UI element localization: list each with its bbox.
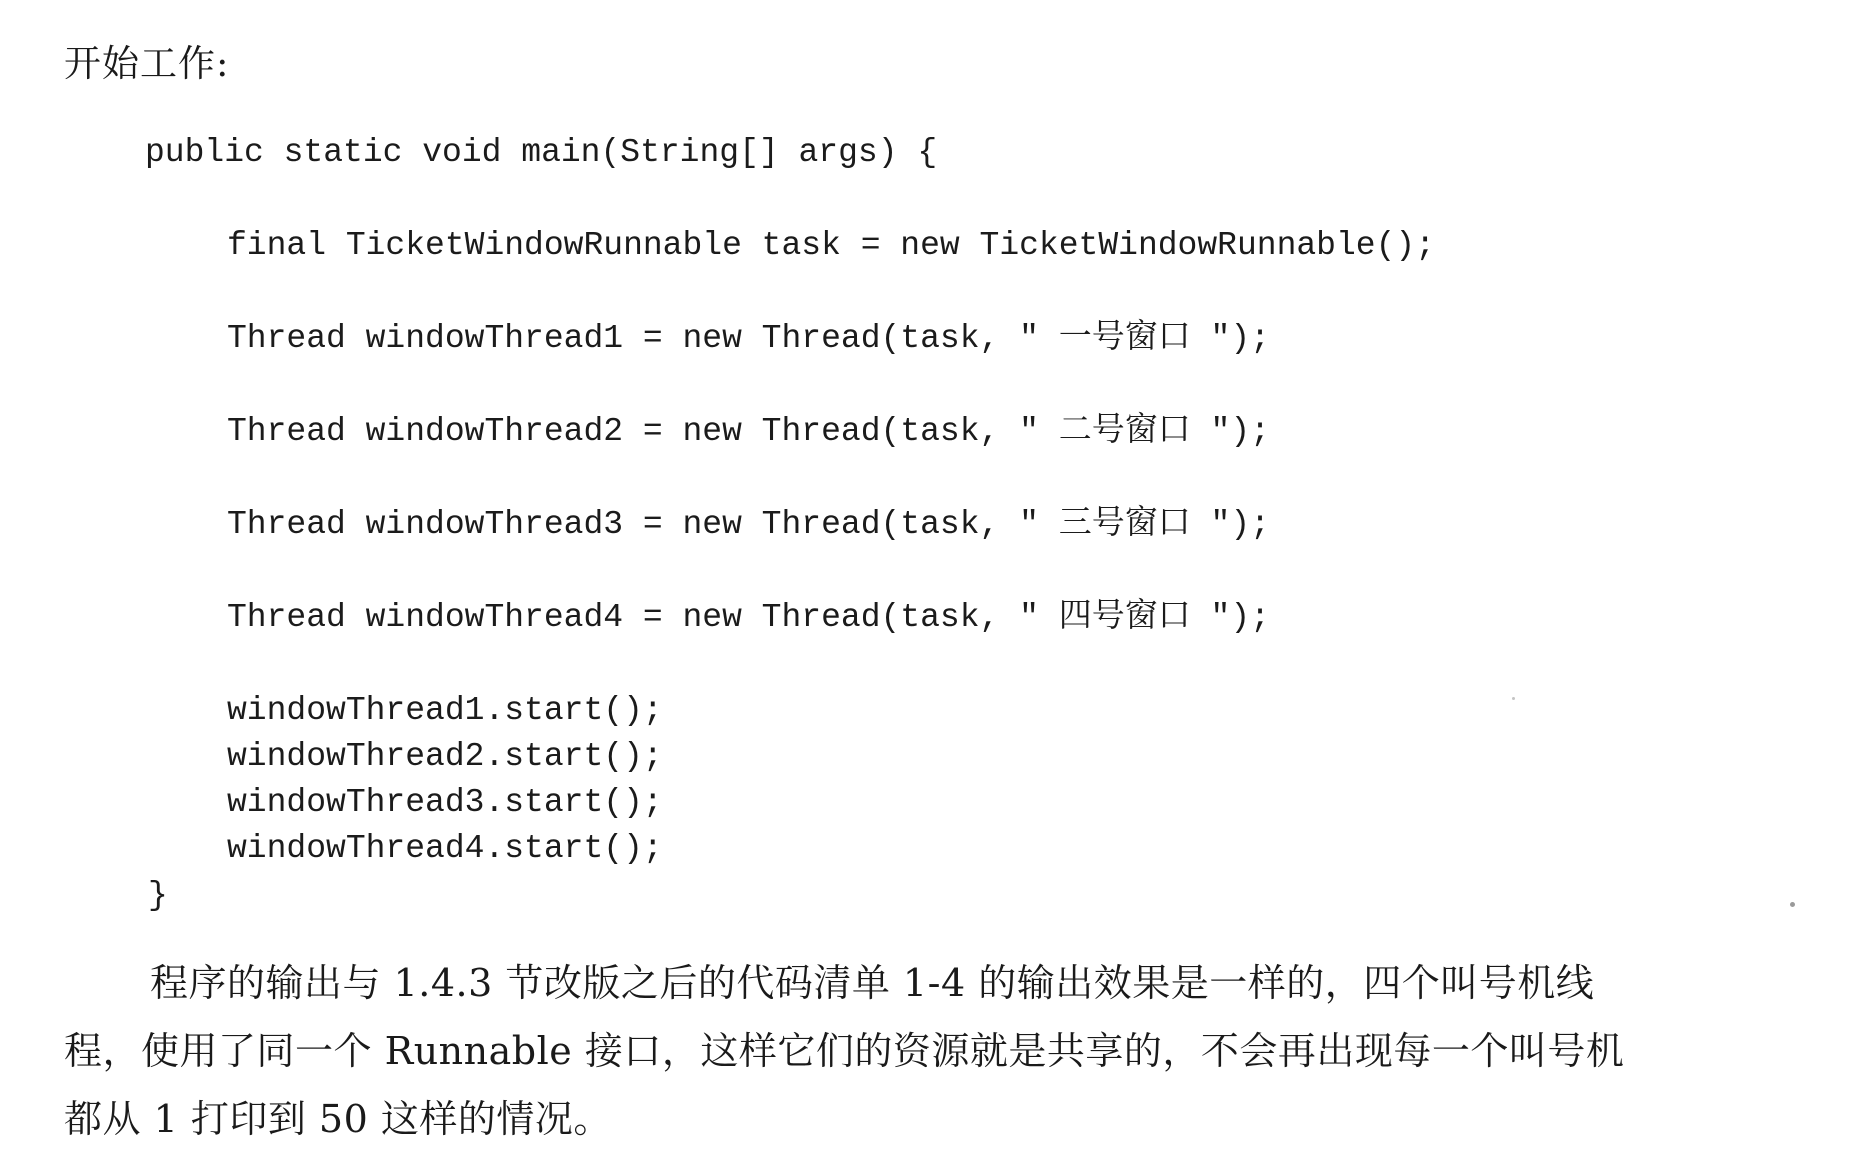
- section-heading: 开始工作:: [64, 42, 230, 85]
- code-line-thread-2: Thread windowThread2 = new Thread(task, " 二号窗口 ");: [227, 413, 1270, 450]
- code-line-thread-3: Thread windowThread3 = new Thread(task, " 三号窗口 ");: [227, 506, 1270, 543]
- code-line-start-2: windowThread2.start();: [227, 738, 663, 775]
- paragraph-line-3: 都从 1 打印到 50 这样的情况。: [64, 1097, 612, 1141]
- scan-speck: [1512, 697, 1515, 700]
- code-line-closing-brace: }: [148, 877, 168, 914]
- code-line-start-1: windowThread1.start();: [227, 692, 663, 729]
- code-line-signature: public static void main(String[] args) {: [145, 134, 938, 171]
- code-line-task: final TicketWindowRunnable task = new TicketWindowRunnable();: [227, 227, 1435, 264]
- code-line-thread-4: Thread windowThread4 = new Thread(task, " 四号窗口 ");: [227, 599, 1270, 636]
- code-line-thread-1: Thread windowThread1 = new Thread(task, " 一号窗口 ");: [227, 320, 1270, 357]
- scan-speck: [1790, 902, 1795, 907]
- code-line-start-4: windowThread4.start();: [227, 830, 663, 867]
- paragraph-line-2: 程，使用了同一个 Runnable 接口，这样它们的资源就是共享的，不会再出现每一个叫号机: [64, 1029, 1625, 1073]
- paragraph-line-1: 程序的输出与 1.4.3 节改版之后的代码清单 1-4 的输出效果是一样的，四个叫号机线: [150, 961, 1595, 1005]
- code-line-start-3: windowThread3.start();: [227, 784, 663, 821]
